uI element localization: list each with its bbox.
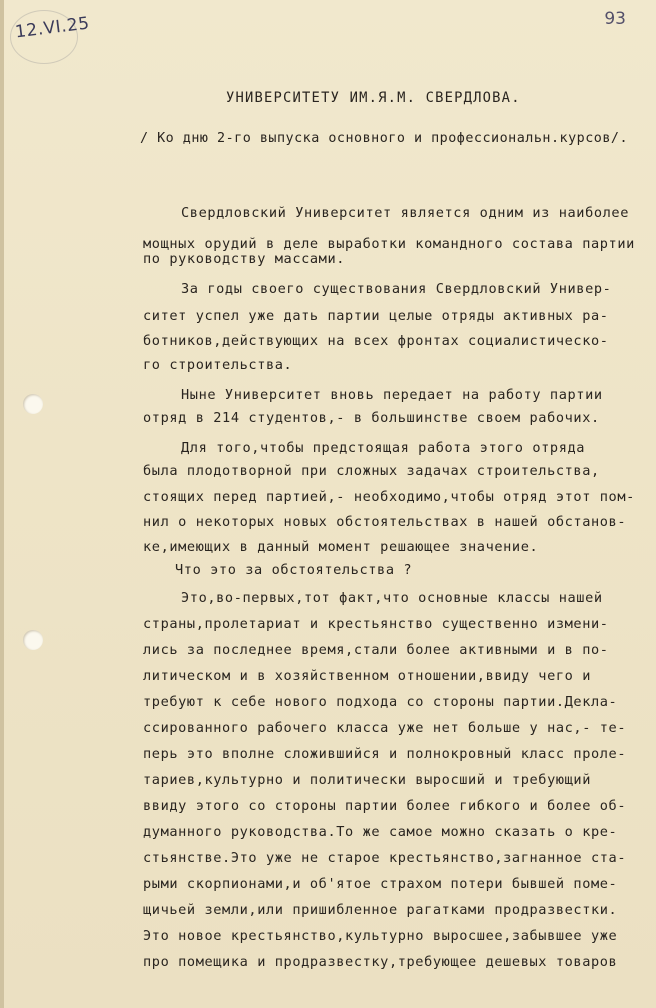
folio-number: 93 bbox=[604, 9, 626, 29]
body-line: ссированного рабочего класса уже нет больше у нас,- те- bbox=[143, 720, 627, 736]
body-line: требуют к себе нового подхода со стороны партии.Декла- bbox=[143, 694, 618, 710]
body-line: литическом и в хозяйственном отношении,ввиду чего и bbox=[143, 668, 591, 684]
body-line: Что это за обстоятельства ? bbox=[175, 562, 413, 578]
body-line: го строительства. bbox=[143, 357, 293, 373]
body-line: Ныне Университет вновь передает на работу партии bbox=[181, 387, 603, 403]
body-line: ввиду этого со стороны партии более гибкого и более об- bbox=[143, 798, 627, 814]
body-line: Свердловский Университет является одним из наиболее bbox=[181, 205, 629, 221]
body-line: Это,во-первых,тот факт,что основные классы нашей bbox=[181, 590, 603, 606]
document-subtitle: / Ко дню 2-го выпуска основного и профессиональн.курсов/. bbox=[140, 131, 629, 146]
stamp-date: 12.VI.25 bbox=[14, 13, 91, 43]
punch-hole-lower bbox=[23, 630, 43, 650]
body-line: нил о некоторых новых обстоятельствах в нашей обстанов- bbox=[143, 514, 627, 530]
body-line: стьянстве.Это уже не старое крестьянство,загнанное ста- bbox=[143, 850, 627, 866]
body-line: Для того,чтобы предстоящая работа этого отряда bbox=[181, 440, 586, 456]
body-line: ке,имеющих в данный момент решающее значение. bbox=[143, 539, 539, 555]
body-line: тариев,культурно и политически выросший и требующий bbox=[143, 772, 591, 788]
body-line: щичьей земли,или пришибленное рагатками продразвестки. bbox=[143, 902, 618, 918]
body-line: думанного руководства.То же самое можно сказать о кре- bbox=[143, 824, 618, 840]
body-line: рыми скорпионами,и об'ятое страхом потери бывшей поме- bbox=[143, 876, 618, 892]
body-line: стоящих перед партией,- необходимо,чтобы отряд этот пом- bbox=[143, 489, 635, 505]
body-line: мощных орудий в деле выработки командного состава партии bbox=[143, 236, 635, 252]
body-line: перь это вполне сложившийся и полнокровный класс проле- bbox=[143, 746, 627, 762]
archive-stamp bbox=[10, 10, 91, 64]
punch-hole-upper bbox=[23, 394, 43, 414]
body-line: страны,пролетариат и крестьянство существенно измени- bbox=[143, 616, 609, 632]
body-line: ситет успел уже дать партии целые отряды активных ра- bbox=[143, 308, 609, 324]
body-line: За годы своего существования Свердловский Универ- bbox=[181, 281, 612, 297]
body-line: лись за последнее время,стали более активными и в по- bbox=[143, 642, 609, 658]
body-line: была плодотворной при сложных задачах строительства, bbox=[143, 463, 600, 479]
body-line: ботников,действующих на всех фронтах социалистическо- bbox=[143, 333, 609, 349]
body-line: про помещика и продразвестку,требующее дешевых товаров bbox=[143, 954, 618, 970]
page-edge bbox=[0, 0, 4, 1008]
document-title: УНИВЕРСИТЕТУ ИМ.Я.М. СВЕРДЛОВА. bbox=[226, 90, 521, 106]
body-line: отряд в 214 студентов,- в большинстве своем рабочих. bbox=[143, 410, 600, 426]
body-line: по руководству массами. bbox=[143, 251, 346, 267]
body-line: Это новое крестьянство,культурно выросшее,забывшее уже bbox=[143, 928, 618, 944]
